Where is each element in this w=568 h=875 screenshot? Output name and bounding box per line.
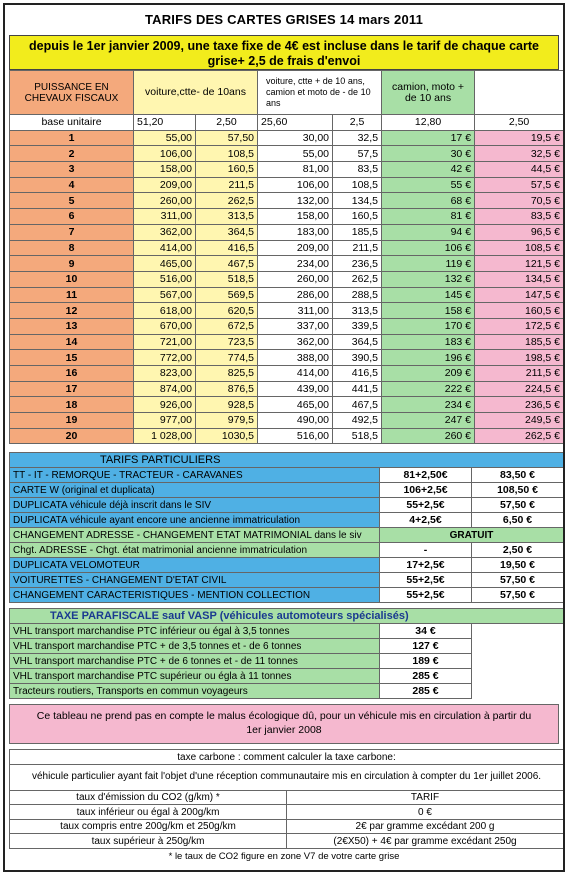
cell-voiture: 209,00 bbox=[134, 177, 196, 193]
particulier-row bbox=[10, 528, 564, 543]
table-row bbox=[10, 397, 564, 413]
particulier-value-b: 19,50 € bbox=[472, 558, 564, 573]
cell-camion: 68 € bbox=[382, 193, 475, 209]
parafiscale-row bbox=[10, 669, 564, 684]
cell-camion-envoi: 262,5 € bbox=[475, 428, 564, 444]
particulier-row bbox=[10, 558, 564, 573]
cell-voiture10-envoi: 313,5 bbox=[333, 303, 382, 319]
parafiscale-label: Tracteurs routiers, Transports en commun voyageurs bbox=[10, 684, 380, 699]
cell-voiture: 311,00 bbox=[134, 209, 196, 225]
table-row bbox=[10, 224, 564, 240]
cell-voiture10: 158,00 bbox=[258, 209, 333, 225]
cell-voiture: 926,00 bbox=[134, 397, 196, 413]
cell-voiture10: 183,00 bbox=[258, 224, 333, 240]
cell-camion-envoi: 70,5 € bbox=[475, 193, 564, 209]
cell-camion-envoi: 211,5 € bbox=[475, 366, 564, 382]
table-row bbox=[10, 428, 564, 444]
parafiscale-label: VHL transport marchandise PTC supérieur ou égla à 11 tonnes bbox=[10, 669, 380, 684]
parafiscale-value: 34 € bbox=[380, 624, 472, 639]
parafiscale-value: 189 € bbox=[380, 654, 472, 669]
particulier-row bbox=[10, 483, 564, 498]
cell-voiture-envoi: 108,5 bbox=[196, 146, 258, 162]
particulier-value-b: 57,50 € bbox=[472, 498, 564, 513]
cell-camion: 158 € bbox=[382, 303, 475, 319]
particulier-value-b: 2,50 € bbox=[472, 543, 564, 558]
carbone-row bbox=[10, 790, 564, 805]
cell-cv: 18 bbox=[10, 397, 134, 413]
cell-cv: 5 bbox=[10, 193, 134, 209]
parafiscale-row bbox=[10, 639, 564, 654]
cell-voiture10-envoi: 134,5 bbox=[333, 193, 382, 209]
particulier-value-a: 55+2,5€ bbox=[380, 588, 472, 603]
cell-voiture10: 30,00 bbox=[258, 130, 333, 146]
cell-voiture: 465,00 bbox=[134, 256, 196, 272]
cell-camion: 183 € bbox=[382, 334, 475, 350]
table-row bbox=[10, 162, 564, 178]
table-row bbox=[10, 287, 564, 303]
carbone-row bbox=[10, 819, 564, 834]
carbone-cell-a: taux d'émission du CO2 (g/km) * bbox=[10, 790, 287, 805]
cell-camion: 17 € bbox=[382, 130, 475, 146]
cell-camion-envoi: 83,5 € bbox=[475, 209, 564, 225]
cell-voiture-envoi: 364,5 bbox=[196, 224, 258, 240]
cell-camion: 81 € bbox=[382, 209, 475, 225]
cell-voiture-envoi: 979,5 bbox=[196, 413, 258, 429]
cell-voiture10-envoi: 416,5 bbox=[333, 366, 382, 382]
cell-voiture10: 490,00 bbox=[258, 413, 333, 429]
cell-voiture: 1 028,00 bbox=[134, 428, 196, 444]
cell-cv: 13 bbox=[10, 318, 134, 334]
cell-voiture-envoi: 518,5 bbox=[196, 271, 258, 287]
carbone-cell-a: taux supérieur à 250g/km bbox=[10, 834, 287, 849]
particulier-row bbox=[10, 543, 564, 558]
cell-voiture-envoi: 825,5 bbox=[196, 366, 258, 382]
particulier-value-a: 55+2,5€ bbox=[380, 573, 472, 588]
cell-camion-envoi: 108,5 € bbox=[475, 240, 564, 256]
particulier-value-a: 81+2,50€ bbox=[380, 468, 472, 483]
cell-voiture-envoi: 262,5 bbox=[196, 193, 258, 209]
base-v1: 51,20 bbox=[134, 115, 196, 131]
parafiscale-row bbox=[10, 654, 564, 669]
cell-cv: 6 bbox=[10, 209, 134, 225]
carbone-cell-a: taux inférieur ou égal à 200g/km bbox=[10, 805, 287, 820]
table-row bbox=[10, 413, 564, 429]
cell-voiture10: 362,00 bbox=[258, 334, 333, 350]
parafiscale-empty bbox=[472, 684, 564, 699]
table-row bbox=[10, 146, 564, 162]
cell-voiture10-envoi: 390,5 bbox=[333, 350, 382, 366]
cell-camion: 30 € bbox=[382, 146, 475, 162]
parafiscale-heading-b: (véhicules automoteurs spécialisés) bbox=[216, 610, 409, 623]
tarifs-particuliers bbox=[9, 452, 564, 603]
particuliers-heading: TARIFS PARTICULIERS bbox=[10, 453, 564, 468]
table-row bbox=[10, 271, 564, 287]
cell-voiture10-envoi: 492,5 bbox=[333, 413, 382, 429]
cell-voiture10: 388,00 bbox=[258, 350, 333, 366]
cell-camion-envoi: 160,5 € bbox=[475, 303, 564, 319]
base-label: base unitaire bbox=[10, 115, 134, 131]
header-puissance: PUISSANCE EN CHEVAUX FISCAUX bbox=[10, 71, 134, 115]
cell-cv: 16 bbox=[10, 366, 134, 382]
table-row bbox=[10, 177, 564, 193]
particulier-label: VOITURETTES - CHANGEMENT D'ETAT CIVIL bbox=[10, 573, 380, 588]
cell-voiture: 977,00 bbox=[134, 413, 196, 429]
cell-voiture: 362,00 bbox=[134, 224, 196, 240]
particulier-value-a: - bbox=[380, 543, 472, 558]
base-v2: 2,50 bbox=[196, 115, 258, 131]
tax-banner: depuis le 1er janvier 2009, une taxe fixe de 4€ est incluse dans le tarif de chaque carte grise+ 2,5 de frais d'envoi bbox=[9, 35, 559, 70]
cell-voiture10: 337,00 bbox=[258, 318, 333, 334]
cell-camion: 42 € bbox=[382, 162, 475, 178]
cell-camion-envoi: 19,5 € bbox=[475, 130, 564, 146]
cell-voiture10-envoi: 467,5 bbox=[333, 397, 382, 413]
cell-voiture: 618,00 bbox=[134, 303, 196, 319]
cell-camion: 209 € bbox=[382, 366, 475, 382]
particulier-label: CHANGEMENT CARACTERISTIQUES - MENTION COLLECTION bbox=[10, 588, 380, 603]
parafiscale-row bbox=[10, 624, 564, 639]
cell-voiture10-envoi: 57,5 bbox=[333, 146, 382, 162]
cell-camion-envoi: 134,5 € bbox=[475, 271, 564, 287]
cell-camion-envoi: 236,5 € bbox=[475, 397, 564, 413]
cell-camion-envoi: 224,5 € bbox=[475, 381, 564, 397]
parafiscale-label: VHL transport marchandise PTC inférieur ou égal à 3,5 tonnes bbox=[10, 624, 380, 639]
carbone-cell-a: taux compris entre 200g/km et 250g/km bbox=[10, 819, 287, 834]
parafiscale-value: 285 € bbox=[380, 684, 472, 699]
cell-voiture10-envoi: 32,5 bbox=[333, 130, 382, 146]
page-title: TARIFS DES CARTES GRISES 14 mars 2011 bbox=[144, 12, 424, 27]
cell-voiture10-envoi: 83,5 bbox=[333, 162, 382, 178]
cell-voiture: 414,00 bbox=[134, 240, 196, 256]
cell-camion-envoi: 249,5 € bbox=[475, 413, 564, 429]
particulier-value-a: 4+2,5€ bbox=[380, 513, 472, 528]
cell-voiture: 158,00 bbox=[134, 162, 196, 178]
cell-cv: 2 bbox=[10, 146, 134, 162]
particulier-label: DUPLICATA véhicule ayant encore une ancienne immatriculation bbox=[10, 513, 380, 528]
cell-cv: 9 bbox=[10, 256, 134, 272]
carbone-row bbox=[10, 805, 564, 820]
base-v5: 12,80 bbox=[382, 115, 475, 131]
cell-voiture10: 260,00 bbox=[258, 271, 333, 287]
parafiscale-empty bbox=[472, 639, 564, 654]
header-empty bbox=[475, 71, 564, 115]
particulier-row bbox=[10, 513, 564, 528]
cell-voiture10-envoi: 211,5 bbox=[333, 240, 382, 256]
parafiscale-label: VHL transport marchandise PTC + de 6 tonnes et - de 11 tonnes bbox=[10, 654, 380, 669]
particulier-row bbox=[10, 588, 564, 603]
cell-voiture10: 106,00 bbox=[258, 177, 333, 193]
cell-voiture10: 55,00 bbox=[258, 146, 333, 162]
cell-voiture: 772,00 bbox=[134, 350, 196, 366]
cell-voiture-envoi: 467,5 bbox=[196, 256, 258, 272]
cell-voiture10-envoi: 339,5 bbox=[333, 318, 382, 334]
cell-cv: 3 bbox=[10, 162, 134, 178]
particulier-value-a: 55+2,5€ bbox=[380, 498, 472, 513]
table-row bbox=[10, 303, 564, 319]
carbone-cell-b: TARIF bbox=[287, 790, 564, 805]
taxe-carbone bbox=[9, 749, 564, 849]
cell-voiture-envoi: 313,5 bbox=[196, 209, 258, 225]
cell-voiture-envoi: 876,5 bbox=[196, 381, 258, 397]
cell-voiture-envoi: 723,5 bbox=[196, 334, 258, 350]
cell-camion-envoi: 198,5 € bbox=[475, 350, 564, 366]
cell-voiture10: 439,00 bbox=[258, 381, 333, 397]
cell-cv: 11 bbox=[10, 287, 134, 303]
cell-voiture10-envoi: 185,5 bbox=[333, 224, 382, 240]
cell-camion: 132 € bbox=[382, 271, 475, 287]
cell-voiture10-envoi: 288,5 bbox=[333, 287, 382, 303]
table-row bbox=[10, 318, 564, 334]
base-v4: 2,5 bbox=[333, 115, 382, 131]
cell-voiture10: 311,00 bbox=[258, 303, 333, 319]
cell-voiture: 823,00 bbox=[134, 366, 196, 382]
tarif-sheet bbox=[3, 3, 565, 872]
cell-voiture10: 414,00 bbox=[258, 366, 333, 382]
carbone-footnote: * le taux de CO2 figure en zone V7 de votre carte grise bbox=[168, 850, 400, 862]
cell-camion-envoi: 147,5 € bbox=[475, 287, 564, 303]
malus-note: Ce tableau ne prend pas en compte le malus écologique dû, pour un véhicule mis en circulation à partir du 1er janvier 2008 bbox=[9, 704, 559, 744]
cell-camion: 145 € bbox=[382, 287, 475, 303]
cell-camion: 247 € bbox=[382, 413, 475, 429]
tarif-table bbox=[9, 70, 564, 444]
gratuit-label: GRATUIT bbox=[380, 528, 564, 543]
parafiscale-value: 285 € bbox=[380, 669, 472, 684]
cell-camion-envoi: 185,5 € bbox=[475, 334, 564, 350]
cell-voiture10-envoi: 518,5 bbox=[333, 428, 382, 444]
table-row bbox=[10, 193, 564, 209]
cell-voiture10: 286,00 bbox=[258, 287, 333, 303]
particulier-label: DUPLICATA véhicule déjà inscrit dans le SIV bbox=[10, 498, 380, 513]
cell-cv: 8 bbox=[10, 240, 134, 256]
particulier-label: TT - IT - REMORQUE - TRACTEUR - CARAVANES bbox=[10, 468, 380, 483]
cell-voiture-envoi: 1030,5 bbox=[196, 428, 258, 444]
particulier-value-a: 17+2,5€ bbox=[380, 558, 472, 573]
carbone-row bbox=[10, 834, 564, 849]
cell-voiture: 670,00 bbox=[134, 318, 196, 334]
particulier-label: CHANGEMENT ADRESSE - CHANGEMENT ETAT MATRIMONIAL dans le siv bbox=[10, 528, 380, 543]
cell-camion-envoi: 121,5 € bbox=[475, 256, 564, 272]
parafiscale-heading bbox=[10, 609, 564, 624]
table-row bbox=[10, 350, 564, 366]
parafiscale-label: VHL transport marchandise PTC + de 3,5 tonnes et - de 6 tonnes bbox=[10, 639, 380, 654]
cell-voiture: 874,00 bbox=[134, 381, 196, 397]
cell-camion-envoi: 44,5 € bbox=[475, 162, 564, 178]
cell-voiture: 55,00 bbox=[134, 130, 196, 146]
cell-cv: 4 bbox=[10, 177, 134, 193]
cell-voiture: 260,00 bbox=[134, 193, 196, 209]
cell-camion-envoi: 32,5 € bbox=[475, 146, 564, 162]
parafiscale-row bbox=[10, 684, 564, 699]
table-row bbox=[10, 130, 564, 146]
cell-camion: 55 € bbox=[382, 177, 475, 193]
carbone-cell-b: (2€X50) + 4€ par gramme excédant 250g bbox=[287, 834, 564, 849]
cell-voiture-envoi: 774,5 bbox=[196, 350, 258, 366]
parafiscale-empty bbox=[472, 624, 564, 639]
parafiscale-empty bbox=[472, 669, 564, 684]
table-row bbox=[10, 209, 564, 225]
cell-voiture10-envoi: 236,5 bbox=[333, 256, 382, 272]
cell-voiture10-envoi: 108,5 bbox=[333, 177, 382, 193]
cell-camion-envoi: 172,5 € bbox=[475, 318, 564, 334]
particulier-label: DUPLICATA VELOMOTEUR bbox=[10, 558, 380, 573]
cell-voiture-envoi: 416,5 bbox=[196, 240, 258, 256]
table-row bbox=[10, 240, 564, 256]
parafiscale-value: 127 € bbox=[380, 639, 472, 654]
cell-camion: 222 € bbox=[382, 381, 475, 397]
cell-camion: 119 € bbox=[382, 256, 475, 272]
carbone-heading: taxe carbone : comment calculer la taxe carbone: bbox=[10, 750, 564, 765]
cell-voiture10-envoi: 441,5 bbox=[333, 381, 382, 397]
table-row bbox=[10, 256, 564, 272]
particulier-value-b: 108,50 € bbox=[472, 483, 564, 498]
cell-voiture-envoi: 57,50 bbox=[196, 130, 258, 146]
particulier-label: Chgt. ADRESSE - Chgt. état matrimonial ancienne immatriculation bbox=[10, 543, 380, 558]
cell-cv: 14 bbox=[10, 334, 134, 350]
cell-voiture10: 516,00 bbox=[258, 428, 333, 444]
particulier-value-b: 6,50 € bbox=[472, 513, 564, 528]
cell-camion-envoi: 57,5 € bbox=[475, 177, 564, 193]
parafiscale-empty bbox=[472, 654, 564, 669]
particulier-row bbox=[10, 468, 564, 483]
cell-voiture-envoi: 160,5 bbox=[196, 162, 258, 178]
cell-voiture10: 465,00 bbox=[258, 397, 333, 413]
header-voiture-10ans: voiture, ctte + de 10 ans, camion et moto de - de 10 ans bbox=[258, 71, 382, 115]
cell-voiture10-envoi: 262,5 bbox=[333, 271, 382, 287]
parafiscale-heading-a: TAXE PARAFISCALE sauf VASP bbox=[50, 610, 217, 623]
cell-cv: 12 bbox=[10, 303, 134, 319]
cell-voiture10: 81,00 bbox=[258, 162, 333, 178]
cell-cv: 1 bbox=[10, 130, 134, 146]
cell-voiture-envoi: 672,5 bbox=[196, 318, 258, 334]
table-row bbox=[10, 381, 564, 397]
cell-voiture10: 132,00 bbox=[258, 193, 333, 209]
particulier-value-a: 106+2,5€ bbox=[380, 483, 472, 498]
cell-camion: 234 € bbox=[382, 397, 475, 413]
carbone-cell-b: 0 € bbox=[287, 805, 564, 820]
carbone-intro: véhicule particulier ayant fait l'objet d'une réception communautaire mis en circulation à compter du 1er juillet 2006. bbox=[10, 764, 564, 790]
tarif-rows bbox=[10, 130, 564, 444]
header-voiture: voiture,ctte- de 10ans bbox=[134, 71, 258, 115]
cell-voiture-envoi: 569,5 bbox=[196, 287, 258, 303]
carbone-cell-b: 2€ par gramme excédant 200 g bbox=[287, 819, 564, 834]
particulier-value-b: 57,50 € bbox=[472, 588, 564, 603]
cell-cv: 15 bbox=[10, 350, 134, 366]
header-camion: camion, moto + de 10 ans bbox=[382, 71, 475, 115]
cell-camion: 106 € bbox=[382, 240, 475, 256]
cell-voiture10-envoi: 160,5 bbox=[333, 209, 382, 225]
cell-voiture10-envoi: 364,5 bbox=[333, 334, 382, 350]
cell-voiture: 721,00 bbox=[134, 334, 196, 350]
cell-camion: 170 € bbox=[382, 318, 475, 334]
cell-voiture10: 209,00 bbox=[258, 240, 333, 256]
cell-voiture-envoi: 620,5 bbox=[196, 303, 258, 319]
taxe-parafiscale bbox=[9, 608, 564, 699]
cell-camion-envoi: 96,5 € bbox=[475, 224, 564, 240]
cell-voiture-envoi: 211,5 bbox=[196, 177, 258, 193]
base-v3: 25,60 bbox=[258, 115, 333, 131]
cell-camion: 196 € bbox=[382, 350, 475, 366]
table-row bbox=[10, 366, 564, 382]
base-v6: 2,50 bbox=[475, 115, 564, 131]
cell-cv: 19 bbox=[10, 413, 134, 429]
cell-cv: 17 bbox=[10, 381, 134, 397]
table-row bbox=[10, 334, 564, 350]
cell-cv: 10 bbox=[10, 271, 134, 287]
cell-voiture: 516,00 bbox=[134, 271, 196, 287]
cell-voiture: 106,00 bbox=[134, 146, 196, 162]
cell-cv: 7 bbox=[10, 224, 134, 240]
particulier-row bbox=[10, 573, 564, 588]
cell-camion: 94 € bbox=[382, 224, 475, 240]
cell-voiture-envoi: 928,5 bbox=[196, 397, 258, 413]
cell-voiture10: 234,00 bbox=[258, 256, 333, 272]
particulier-value-b: 83,50 € bbox=[472, 468, 564, 483]
particulier-row bbox=[10, 498, 564, 513]
particulier-value-b: 57,50 € bbox=[472, 573, 564, 588]
particulier-label: CARTE W (original et duplicata) bbox=[10, 483, 380, 498]
cell-voiture: 567,00 bbox=[134, 287, 196, 303]
cell-cv: 20 bbox=[10, 428, 134, 444]
cell-camion: 260 € bbox=[382, 428, 475, 444]
